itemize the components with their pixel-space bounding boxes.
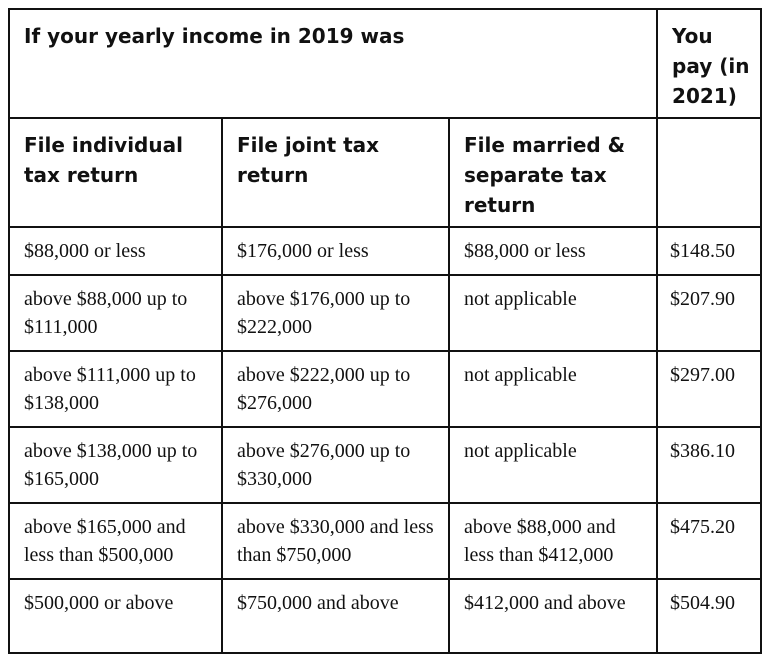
cell-premium: $207.90 <box>657 275 761 351</box>
column-header-row <box>9 118 761 227</box>
table-row <box>9 427 761 503</box>
cell-individual: $500,000 or above <box>9 579 222 653</box>
cell-joint: $176,000 or less <box>222 227 449 275</box>
col-header-individual: File individual tax return <box>9 118 222 227</box>
table-row <box>9 227 761 275</box>
cell-premium: $386.10 <box>657 427 761 503</box>
cell-individual: above $111,000 up to $138,000 <box>9 351 222 427</box>
you-pay-header: You pay (in 2021) <box>657 9 761 118</box>
cell-married-separate: above $88,000 and less than $412,000 <box>449 503 657 579</box>
irmaa-table <box>8 8 762 654</box>
cell-married-separate: not applicable <box>449 427 657 503</box>
cell-joint: $750,000 and above <box>222 579 449 653</box>
col-header-married-separate: File married & separate tax return <box>449 118 657 227</box>
cell-premium: $504.90 <box>657 579 761 653</box>
table-row <box>9 275 761 351</box>
cell-joint: above $276,000 up to $330,000 <box>222 427 449 503</box>
cell-individual: above $88,000 up to $111,000 <box>9 275 222 351</box>
table-row <box>9 503 761 579</box>
cell-married-separate: not applicable <box>449 351 657 427</box>
cell-premium: $297.00 <box>657 351 761 427</box>
col-header-empty <box>657 118 761 227</box>
income-header: If your yearly income in 2019 was <box>9 9 657 118</box>
table-row <box>9 579 761 653</box>
table-title-row <box>9 9 761 118</box>
table-row <box>9 351 761 427</box>
cell-joint: above $176,000 up to $222,000 <box>222 275 449 351</box>
cell-married-separate: not applicable <box>449 275 657 351</box>
cell-individual: above $138,000 up to $165,000 <box>9 427 222 503</box>
col-header-joint: File joint tax return <box>222 118 449 227</box>
cell-joint: above $330,000 and less than $750,000 <box>222 503 449 579</box>
cell-married-separate: $88,000 or less <box>449 227 657 275</box>
cell-individual: $88,000 or less <box>9 227 222 275</box>
cell-premium: $475.20 <box>657 503 761 579</box>
cell-joint: above $222,000 up to $276,000 <box>222 351 449 427</box>
cell-individual: above $165,000 and less than $500,000 <box>9 503 222 579</box>
cell-married-separate: $412,000 and above <box>449 579 657 653</box>
cell-premium: $148.50 <box>657 227 761 275</box>
